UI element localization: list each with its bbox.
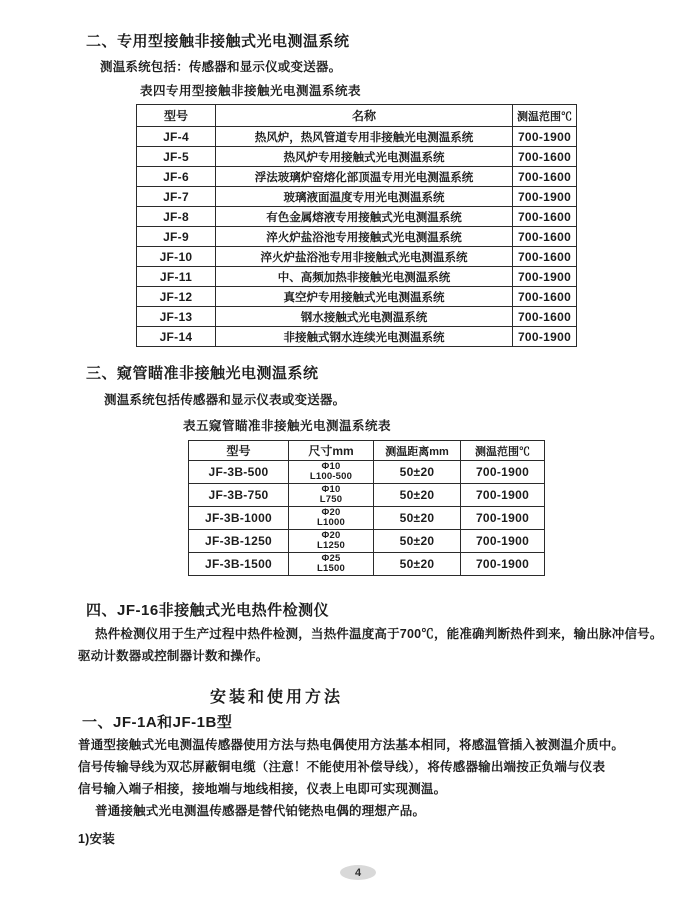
table-4-cell-range: 700-1600 bbox=[513, 147, 577, 167]
table-4-row bbox=[137, 287, 577, 307]
table-4-cell-range: 700-1600 bbox=[513, 307, 577, 327]
table-5-cell-size bbox=[289, 553, 374, 576]
table-4-cell-model: JF-4 bbox=[137, 127, 216, 147]
table-5-cell-model: JF-3B-500 bbox=[189, 461, 289, 484]
table-4-cell-range: 700-1900 bbox=[513, 187, 577, 207]
table-5-cell-distance: 50±20 bbox=[374, 530, 461, 553]
table-4-cell-range: 700-1900 bbox=[513, 267, 577, 287]
size-diameter: Φ20 bbox=[321, 506, 341, 518]
table-4-header-model: 型号 bbox=[137, 105, 216, 127]
table-4-cell-model: JF-8 bbox=[137, 207, 216, 227]
table-5-cell-distance: 50±20 bbox=[374, 553, 461, 576]
table-5-cell-model: JF-3B-750 bbox=[189, 484, 289, 507]
size-length: L1500 bbox=[317, 563, 345, 574]
table-4-row bbox=[137, 147, 577, 167]
table-4-row bbox=[137, 267, 577, 287]
section-3-intro: 测温系统包括传感器和显示仪表或变送器。 bbox=[104, 393, 346, 407]
table-5-cell-model: JF-3B-1500 bbox=[189, 553, 289, 576]
table-4-cell-range: 700-1600 bbox=[513, 207, 577, 227]
section-4-body-line-1: 热件检测仪用于生产过程中热件检测，当热件温度高于700℃，能准确判断热件到来，输出脉冲信号。 bbox=[95, 627, 663, 641]
table-4-cell-range: 700-1600 bbox=[513, 247, 577, 267]
table-4-cell-name: 淬火炉盐浴池专用接触式光电测温系统 bbox=[216, 227, 513, 247]
size-length: L750 bbox=[319, 494, 343, 505]
table-4-row bbox=[137, 247, 577, 267]
table-4 bbox=[136, 104, 577, 347]
table-5-cell-size bbox=[289, 507, 374, 530]
size-length: L1000 bbox=[317, 517, 345, 528]
table-4-cell-range: 700-1600 bbox=[513, 227, 577, 247]
table-4-cell-model: JF-9 bbox=[137, 227, 216, 247]
table-4-cell-name: 真空炉专用接触式光电测温系统 bbox=[216, 287, 513, 307]
table-4-row bbox=[137, 327, 577, 347]
table-4-header-name: 名称 bbox=[216, 105, 513, 127]
table-5-cell-model: JF-3B-1250 bbox=[189, 530, 289, 553]
table-4-cell-name: 非接触式钢水连续光电测温系统 bbox=[216, 327, 513, 347]
page-number: 4 bbox=[354, 866, 362, 879]
table-4-cell-model: JF-13 bbox=[137, 307, 216, 327]
table-5-cell-size bbox=[289, 530, 374, 553]
table-4-cell-model: JF-5 bbox=[137, 147, 216, 167]
table-5-cell-range: 700-1900 bbox=[461, 507, 545, 530]
table-4-header-range: 测温范围℃ bbox=[513, 105, 577, 127]
table-5-cell-distance: 50±20 bbox=[374, 461, 461, 484]
table-5-cell-range: 700-1900 bbox=[461, 461, 545, 484]
size-diameter: Φ20 bbox=[321, 529, 341, 541]
page-number-badge bbox=[340, 865, 376, 880]
install-paragraph-line-4: 普通接触式光电测温传感器是替代铂铑热电偶的理想产品。 bbox=[95, 804, 426, 818]
table-4-cell-name: 中、高频加热非接触光电测温系统 bbox=[216, 267, 513, 287]
install-paragraph-line-1: 普通型接触式光电测温传感器使用方法与热电偶使用方法基本相同，将感温管插入被测温介质中。 bbox=[78, 738, 625, 752]
section-4-heading: 四、JF-16非接触式光电热件检测仪 bbox=[86, 602, 330, 619]
step-1-install-label: 1)安装 bbox=[78, 832, 115, 846]
section-2-heading: 二、专用型接触非接触式光电测温系统 bbox=[86, 33, 350, 50]
table-5-header-row bbox=[189, 441, 545, 461]
table-5-row bbox=[189, 553, 545, 576]
table-5-cell-size bbox=[289, 484, 374, 507]
size-diameter: Φ25 bbox=[321, 552, 341, 564]
table-5-title: 表五窥管瞄准非接触光电测温系统表 bbox=[183, 419, 392, 433]
table-4-cell-range: 700-1900 bbox=[513, 127, 577, 147]
install-section-1-heading: 一、JF-1A和JF-1B型 bbox=[82, 714, 233, 731]
install-paragraph-line-2: 信号传输导线为双芯屏蔽铜电缆（注意！不能使用补偿导线），将传感器输出端按正负端与仪表 bbox=[78, 760, 606, 774]
section-3-heading: 三、窥管瞄准非接触光电测温系统 bbox=[86, 365, 319, 382]
table-4-row bbox=[137, 307, 577, 327]
table-4-cell-model: JF-6 bbox=[137, 167, 216, 187]
table-5-cell-size bbox=[289, 461, 374, 484]
table-4-cell-range: 700-1900 bbox=[513, 327, 577, 347]
table-5-row bbox=[189, 484, 545, 507]
table-5-cell-distance: 50±20 bbox=[374, 484, 461, 507]
table-4-cell-model: JF-7 bbox=[137, 187, 216, 207]
table-4-cell-model: JF-14 bbox=[137, 327, 216, 347]
size-length: L1250 bbox=[317, 540, 345, 551]
table-4-row bbox=[137, 127, 577, 147]
install-paragraph-line-3: 信号输入端子相接，接地端与地线相接，仪表上电即可实现测温。 bbox=[78, 782, 447, 796]
table-4-cell-name: 热风炉，热风管道专用非接触光电测温系统 bbox=[216, 127, 513, 147]
size-diameter: Φ10 bbox=[321, 483, 341, 495]
table-5-cell-distance: 50±20 bbox=[374, 507, 461, 530]
table-5-header-model: 型号 bbox=[189, 441, 289, 461]
table-4-cell-name: 热风炉专用接触式光电测温系统 bbox=[216, 147, 513, 167]
table-4-row bbox=[137, 187, 577, 207]
section-4-body-line-2: 驱动计数器或控制器计数和操作。 bbox=[78, 649, 269, 663]
table-4-cell-name: 淬火炉盐浴池专用非接触式光电测温系统 bbox=[216, 247, 513, 267]
table-4-cell-name: 浮法玻璃炉窑熔化部顶温专用光电测温系统 bbox=[216, 167, 513, 187]
table-5-header-size: 尺寸mm bbox=[289, 441, 374, 461]
table-4-cell-model: JF-12 bbox=[137, 287, 216, 307]
table-4-cell-range: 700-1600 bbox=[513, 287, 577, 307]
table-4-row bbox=[137, 167, 577, 187]
table-5-row bbox=[189, 507, 545, 530]
table-4-cell-name: 钢水接触式光电测温系统 bbox=[216, 307, 513, 327]
table-4-row bbox=[137, 207, 577, 227]
table-4-row bbox=[137, 227, 577, 247]
table-5-cell-model: JF-3B-1000 bbox=[189, 507, 289, 530]
size-diameter: Φ10 bbox=[321, 460, 341, 472]
table-4-cell-name: 玻璃液面温度专用光电测温系统 bbox=[216, 187, 513, 207]
table-5-cell-range: 700-1900 bbox=[461, 530, 545, 553]
install-usage-heading: 安装和使用方法 bbox=[210, 689, 344, 706]
table-5-cell-range: 700-1900 bbox=[461, 484, 545, 507]
size-length: L100-500 bbox=[309, 471, 353, 482]
table-5-header-distance: 测温距离mm bbox=[374, 441, 461, 461]
section-2-intro: 测温系统包括：传感器和显示仪或变送器。 bbox=[100, 60, 342, 74]
table-5-header-range: 测温范围℃ bbox=[461, 441, 545, 461]
table-4-title: 表四专用型接触非接触光电测温系统表 bbox=[140, 84, 362, 98]
table-5-row bbox=[189, 461, 545, 484]
table-4-cell-range: 700-1600 bbox=[513, 167, 577, 187]
table-4-header-row bbox=[137, 105, 577, 127]
table-4-cell-model: JF-11 bbox=[137, 267, 216, 287]
table-5-cell-range: 700-1900 bbox=[461, 553, 545, 576]
table-4-cell-name: 有色金属熔液专用接触式光电测温系统 bbox=[216, 207, 513, 227]
table-4-cell-model: JF-10 bbox=[137, 247, 216, 267]
table-5-row bbox=[189, 530, 545, 553]
table-5 bbox=[188, 440, 545, 576]
